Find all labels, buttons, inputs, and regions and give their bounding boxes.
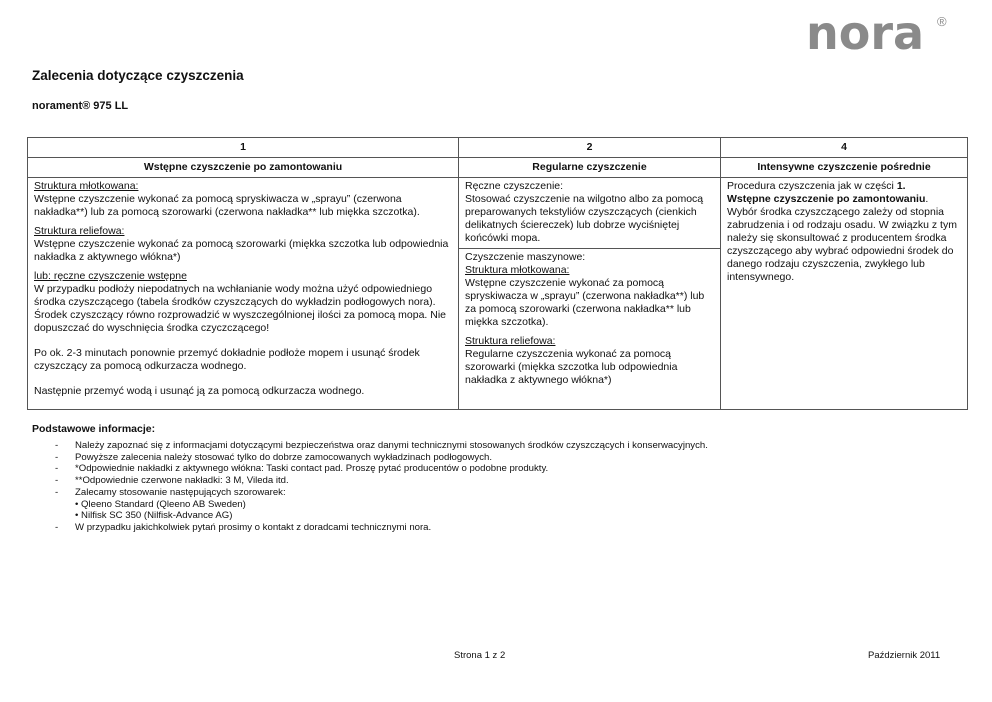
column-number-row [28,138,968,158]
column-number-1: 1 [28,138,459,158]
scrubber-item: • Nilfisk SC 350 (Nilfisk-Advance AG) [75,510,233,522]
col2-text-hammered: Wstępne czyszczenie wykonać za pomocą spryskiwacza w „sprayu” (czerwona nakładka**) lub za pomocą szorowarki (czerwona nakładka** lub miękka szczotka). [465,277,705,328]
col2-heading-hammered: Struktura młotkowana: [465,264,570,276]
col1-text-relief: Wstępne czyszczenie wykonać za pomocą szorowarki (miękka szczotka lub odpowiednia nakładka z aktywnego włókna*) [34,238,449,263]
list-item: - Należy zapoznać się z informacjami dotyczącymi bezpieczeństwa oraz danymi technicznymi stosowanych środków czyszczących i konserwacyjnych. [55,440,708,451]
list-item: - *Odpowiednie nakładki z aktywnego włókna: Taski contact pad. Proszę pytać producentów o podobne produkty. [55,463,549,475]
product-name: norament® 975 LL [32,100,129,112]
col2-intro-machine: Czyszczenie maszynowe: [465,251,586,263]
registered-mark: ® [937,14,947,29]
cleaning-table [27,137,968,410]
col2-text-relief: Regularne czyszczenia wykonać za pomocą szorowarki (miękka szczotka lub odpowiednia nakładka z aktywnego włókna*) [465,348,678,386]
header-intensive-cleaning: Intensywne czyszczenie pośrednie [721,158,968,178]
list-item: - W przypadku jakichkolwiek pytań prosimy o kontakt z doradcami technicznymi nora. [55,521,432,533]
column-number-2: 2 [459,138,721,158]
list-item: - **Odpowiednie czerwone nakładki: 3 M, Vileda itd. [55,475,289,487]
col1-text-manual: W przypadku podłoży niepodatnych na wchłanianie wody można użyć odpowiedniego środka czyszczącego (tabela środków czyszczących do wykładzin podłogowych nora). Środek czyszczący równo rozprowadzić w wyszczególnionej ilości za pomocą mopa. Nie dopuszczać do wyschnięcia środka czyczczącego! [34,283,446,334]
list-item: - Powyższe zalecenia należy stosować tylko do dobrze zamocowanych wykładzinach podłogowych. [55,451,493,463]
document-date: Październik 2011 [868,650,941,661]
col1-text-rinse: Po ok. 2-3 minutach ponownie przemyć dokładnie podłoże mopem i usunąć środek czyszczący za pomocą odkurzacza wodnego. [34,347,420,372]
column-number-4: 4 [721,138,968,158]
header-regular-cleaning: Regularne czyszczenie [459,158,721,178]
basic-info-list [55,440,955,534]
cell-initial-cleaning [28,178,459,410]
content-row-top [28,178,968,249]
column-header-row [28,158,968,178]
col3-text: Procedura czyszczenia jak w części 1. Wstępne czyszczenie po zamontowaniu. Wybór środka czyszczącego zależy od stopnia zabrudzenia i od rodzaju osadu. W związku z tym należy się skonsultować z producentem środka czyszczącego aby wybrać odpowiedni środek do danego rodzaju czyszczenia, zwykłego lub intensywnego. [727,180,957,283]
page-number: Strona 1 z 2 [454,650,506,661]
col2-heading-manual: Ręczne czyszczenie: [465,180,564,192]
col2-text-manual: Stosować czyszczenie na wilgotno albo za pomocą preparowanych tekstyliów czyszczących (cienkich delikatnych ściereczek) lub dobrze wyciśniętej końcówki mopa. [465,193,704,244]
cell-regular-machine [459,249,721,410]
document-title: Zalecenia dotyczące czyszczenia [32,68,244,83]
col1-heading-hammered: Struktura młotkowana: [34,180,139,192]
cell-regular-manual [459,178,721,249]
nora-logo: nora [806,6,925,60]
col1-heading-relief: Struktura reliefowa: [34,225,125,237]
col1-heading-manual: lub: ręczne czyszczenie wstępne [34,270,187,282]
scrubber-item: • Qleeno Standard (Qleeno AB Sweden) [75,498,246,510]
header-initial-cleaning: Wstępne czyszczenie po zamontowaniu [28,158,459,178]
col2-heading-relief: Struktura reliefowa: [465,335,556,347]
col1-text-hammered: Wstępne czyszczenie wykonać za pomocą spryskiwacza w „sprayu” (czerwona nakładka**) lub za pomocą szorowarki (czerwona nakładka** lub miękka szczotka). [34,193,420,218]
basic-info-title: Podstawowe informacje: [32,423,156,435]
col1-text-final: Następnie przemyć wodą i usunąć ją za pomocą odkurzacza wodnego. [34,385,365,397]
list-item: - Zalecamy stosowanie następujących szorowarek: • Qleeno Standard (Qleeno AB Sweden) • Nilfisk SC 350 (Nilfisk-Advance AG) [55,487,955,522]
cell-intensive-cleaning [721,178,968,410]
